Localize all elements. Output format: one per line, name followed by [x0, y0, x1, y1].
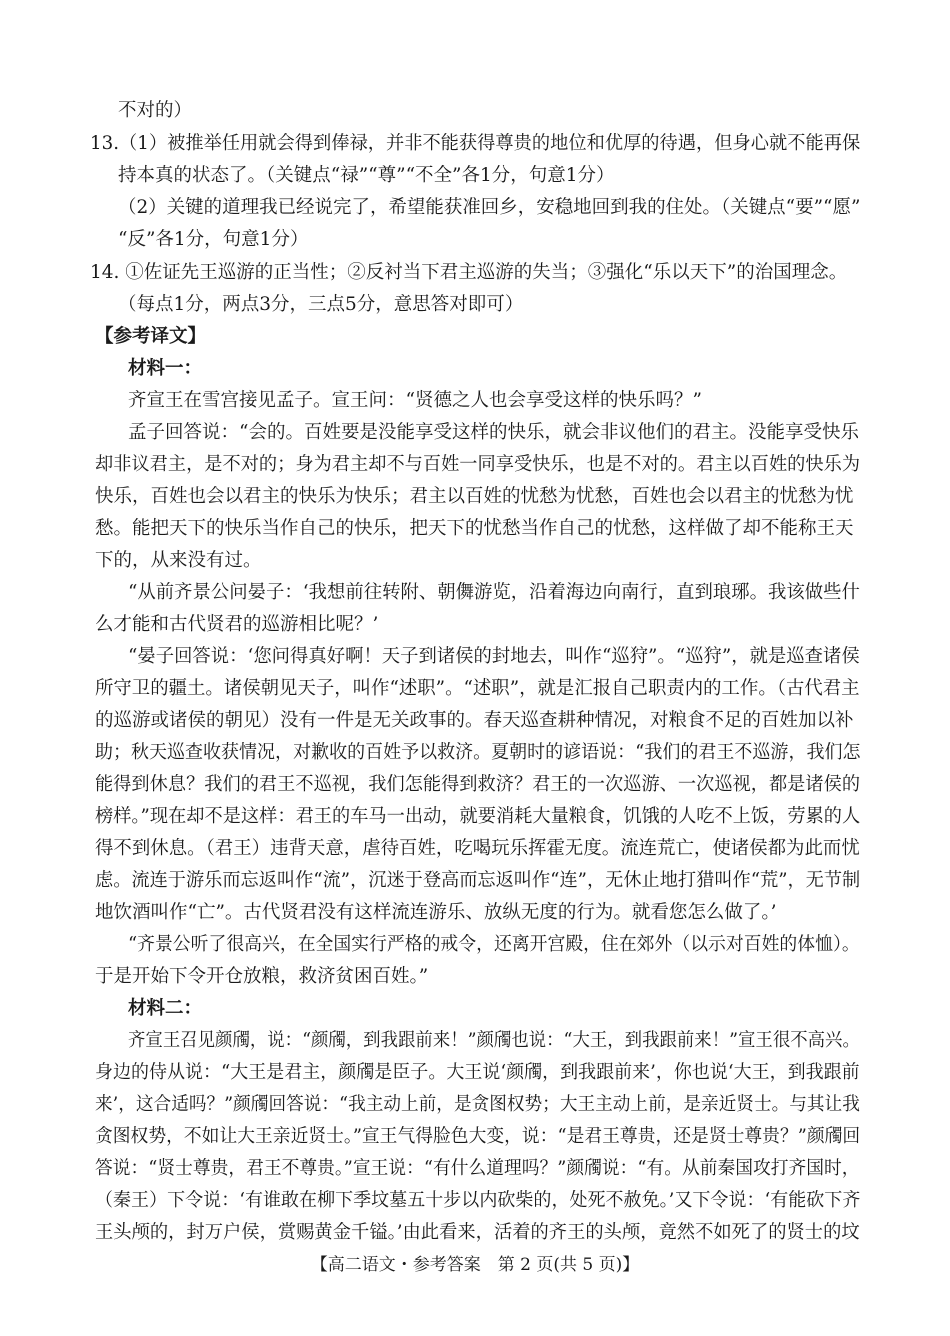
text-line: 榜样。”现在却不是这样：君王的车马一出动，就要消耗大量粮食，饥饿的人吃不上饭，劳累的人 [95, 806, 861, 827]
text-line: 助；秋天巡查收获情况，对歉收的百姓予以救济。夏朝时的谚语说：“我们的君王不巡游，我们怎 [95, 742, 861, 763]
page-footer: 【高二语文・参考答案 第 2 页(共 5 页)】 [310, 1255, 640, 1275]
text-line: 王头颅的，封万户侯，赏赐黄金千镒。’由此看来，活着的齐王的头颅，竟然不如死了的贤士的坟 [95, 1222, 860, 1243]
text-line: 答说：“贤士尊贵，君王不尊贵。”宣王说：“有什么道理吗？”颜斶说：“有。从前秦国攻打齐国时， [95, 1158, 860, 1179]
text-line: 虑。流连于游乐而忘返叫作“流”，沉迷于登高而忘返叫作“连”，无休止地打猎叫作“荒”，无节制 [95, 870, 861, 891]
text-line: 却非议君主，是不对的；身为君主却不与百姓一同享受快乐，也是不对的。君主以百姓的快乐为 [95, 454, 861, 475]
text-line: 地饮酒叫作“亡”。古代贤君没有这样流连游乐、放纵无度的行为。就看您怎么做了。’ [95, 902, 777, 923]
text-line: 齐宣王召见颜斶，说：“颜斶，到我跟前来！”颜斶也说：“大王，到我跟前来！”宣王很不高兴。 [128, 1030, 860, 1051]
text-line: 愁。能把天下的快乐当作自己的快乐，把天下的忧愁当作自己的忧愁，这样做了却不能称王天 [95, 518, 854, 539]
text-line: “晏子回答说：‘您问得真好啊！天子到诸侯的封地去，叫作“巡狩”。“巡狩”，就是巡查诸侯 [128, 646, 860, 667]
material-heading: 材料一： [128, 358, 203, 379]
text-line: 孟子回答说：“会的。百姓要是没能享受这样的快乐，就会非议他们的君主。没能享受快乐 [128, 422, 859, 443]
text-line: 持本真的状态了。（关键点“禄”“尊”“不全”各1分，句意1分） [118, 165, 615, 186]
text-line: “反”各1分，句意1分） [118, 229, 309, 250]
text-line: 得不到休息。（君王）违背天意，虐待百姓，吃喝玩乐挥霍无度。流连荒亡，使诸侯都为此而忧 [95, 838, 860, 859]
text-line: 的巡游或诸侯的朝见）没有一件是无关政事的。春天巡查耕种情况，对粮食不足的百姓加以补 [95, 710, 854, 731]
text-line: 14. ①佐证先王巡游的正当性；②反衬当下君主巡游的失当；③强化“乐以天下”的治国理念。 [90, 262, 848, 283]
text-line: 来’，这合适吗？”颜斶回答说：“我主动上前，是贪图权势；大王主动上前，是亲近贤士。与其让我 [95, 1094, 860, 1115]
text-line: 快乐，百姓也会以君主的快乐为快乐；君主以百姓的忧愁为忧愁，百姓也会以君主的忧愁为忧 [95, 486, 854, 507]
material-heading: 材料二： [128, 998, 203, 1019]
text-line: 么才能和古代贤君的巡游相比呢？’ [95, 614, 379, 635]
text-line: （秦王）下令说：‘有谁敢在柳下季坟墓五十步以内砍柴的，处死不赦免。’又下令说：‘有能砍下齐 [95, 1190, 861, 1211]
text-line: 齐宣王在雪宫接见孟子。宣王问：“贤德之人也会享受这样的快乐吗？” [128, 390, 702, 411]
text-line: “从前齐景公问晏子：‘我想前往转附、朝儛游览，沿着海边向南行，直到琅琊。我该做些什 [128, 582, 860, 603]
text-line: “齐景公听了很高兴，在全国实行严格的戒令，还离开宫殿，住在郊外（以示对百姓的体恤）。 [128, 934, 860, 955]
text-line: 下的，从来没有过。 [95, 550, 262, 571]
text-line: 不对的） [118, 100, 193, 121]
text-line: 身边的侍从说：“大王是君主，颜斶是臣子。大王说‘颜斶，到我跟前来’，你也说‘大王，到我跟前 [95, 1062, 860, 1083]
text-line: 能得到休息？我们的君王不巡视，我们怎能得到救济？君王的一次巡游、一次巡视，都是诸侯的 [95, 774, 861, 795]
text-line: （2）关键的道理我已经说完了，希望能获准回乡，安稳地回到我的住处。（关键点“要”“愿” [118, 197, 861, 218]
section-heading: 【参考译文】 [95, 326, 207, 347]
text-line: 于是开始下令开仓放粮，救济贫困百姓。” [95, 966, 429, 987]
text-line: （每点1分，两点3分，三点5分，意思答对即可） [118, 294, 524, 315]
text-line: 所守卫的疆土。诸侯朝见天子，叫作“述职”。“述职”，就是汇报自己职责内的工作。（古代君主 [95, 678, 860, 699]
text-line: 贪图权势，不如让大王亲近贤士。”宣王气得脸色大变，说：“是君王尊贵，还是贤士尊贵？”颜斶回 [95, 1126, 861, 1147]
text-line: 13.（1）被推举任用就会得到俸禄，并非不能获得尊贵的地位和优厚的待遇，但身心就不能再保 [90, 133, 861, 154]
